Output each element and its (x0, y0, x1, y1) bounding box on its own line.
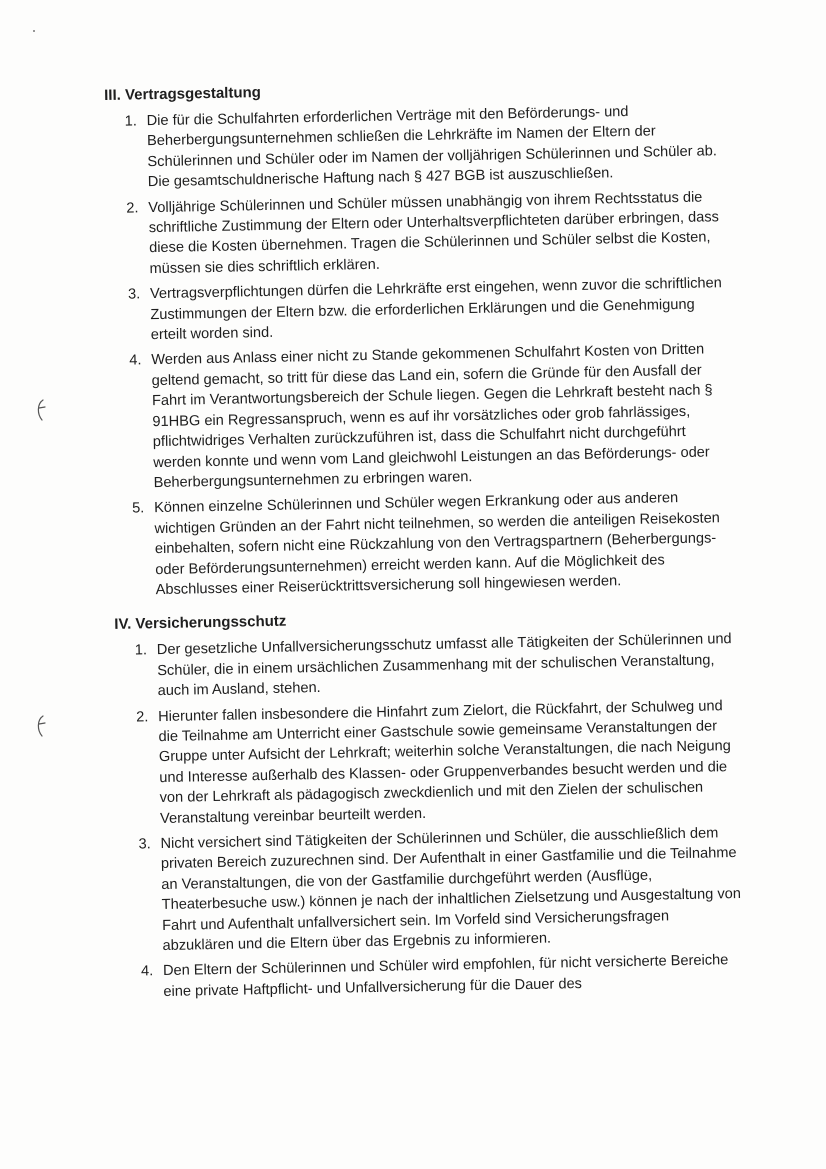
list-item (112, 487, 736, 601)
margin-bracket-mark (34, 398, 48, 424)
list-item (115, 629, 738, 702)
item-text: Volljährige Schülerinnen und Schüler müssen unabhängig von ihrem Rechtsstatus die schriftliche Zustimmung der Eltern oder Unterhaltsverpflichteten darüber erbringen, dass diese die Kosten übernehmen. Tragen die Schülerinnen und Schüler selbst die Kosten, müssen sie dies schriftlich erklären. (148, 189, 720, 278)
list-item (118, 823, 742, 957)
item-number: 3. (127, 286, 141, 303)
item-text: Nicht versichert sind Tätigkeiten der Schülerinnen und Schüler, die ausschließlich dem privaten Bereich zuzurechnen sind. Der Aufenthalt in einer Gastfamilie und die Teilnahme an Veranstaltungen, die von der Gastfamilie durchgeführt werden (Ausflüge, Theaterbesuche usw.) können je nach der inhaltlichen Zielsetzung und Ausgestaltung von Fahrt und Aufenthalt unfallversichert sein. Im Vorfeld sind Versicherungsfragen abzuklären und die Eltern über das Ergebnis zu informieren. (160, 825, 742, 955)
item-text: Vertragsverpflichtungen dürfen die Lehrkräfte erst eingehen, wenn zuvor die schriftlichen Zustimmungen der Eltern bzw. die erforderlichen Erklärungen und die Genehmigung erteilt worden sind. (149, 275, 722, 344)
item-text: Können einzelne Schülerinnen und Schüler wegen Erkrankung oder aus anderen wichtigen Gründen an der Fahrt nicht teilnehmen, so werden die anteiligen Reisekosten einbehalten, sofern nicht eine Rückzahlung von den Vertragspartnern (Beherbergungs- oder Beförderungsunternehmen) erreicht werden kann. Auf die Möglichkeit des Abschlusses einer Reiserücktrittsversicherung soll hingewiesen werden. (153, 490, 720, 599)
list-item (109, 339, 734, 494)
vertragsgestaltung-list (104, 100, 735, 601)
document-body (104, 74, 744, 1008)
item-text: Die für die Schulfahrten erforderlichen Verträge mit den Beförderungs- und Beherbergungsunternehmen schließen die Lehrkräfte im Namen der Eltern der Schülerinnen und Schüler oder im Namen der volljährigen Schülerinnen und Schüler ab. Die gesamtschuldnerische Haftung nach § 427 BGB ist auszuschließen. (146, 103, 718, 191)
list-item (116, 696, 740, 830)
list-item (106, 187, 729, 281)
item-number: 2. (135, 708, 149, 726)
list-item (121, 950, 744, 1003)
item-number: 5. (131, 500, 145, 517)
item-text: Werden aus Anlass einer nicht zu Stande gekommenen Schulfahrt Kosten von Dritten geltend gemacht, so tritt für diese das Land ein, sofern die Gründe für den Ausfall der Fahrt im Verantwortungsbereich der Schule liegen. Gegen die Lehrkraft besteht nach § 91HBG ein Regressanspruch, wenn es auf ihr vorsätzliches oder grob fahrlässiges, pflichtwidriges Verhalten zurückzuführen ist, dass die Schulfahrt nicht durchgeführt werden konnte und wenn vom Land gleichwohl Leistungen an das Beförderungs- oder Beherbergungsunternehmen zu erbringen waren. (151, 341, 713, 492)
list-item (108, 273, 731, 346)
section-heading-vertragsgestaltung: III. Vertragsgestaltung (104, 83, 262, 104)
scan-speck (33, 30, 35, 32)
versicherungsschutz-list (115, 629, 744, 1003)
list-item (104, 100, 727, 194)
item-text: Den Eltern der Schülerinnen und Schüler wird empfohlen, für nicht versicherte Bereiche eine private Haftpflicht- und Unfallversicherung für die Dauer des (162, 952, 729, 1000)
item-number: 2. (126, 199, 139, 217)
item-text: Der gesetzliche Unfallversicherungsschutz umfasst alle Tätigkeiten der Schülerinnen und Schüler, die in einem ursächlichen Zusammenhang mit der schulischen Veranstaltung, auch im Ausland, stehen. (156, 631, 732, 700)
section-heading-versicherungsschutz: IV. Versicherungsschutz (114, 612, 287, 634)
item-number: 1. (134, 642, 148, 659)
item-number: 4. (140, 963, 154, 980)
item-text: Hierunter fallen insbesondere die Hinfahrt zum Zielort, die Rückfahrt, der Schulweg und die Teilnahme am Unterricht einer Gastschule sowie gemeinsame Veranstaltungen der Gruppe unter Aufsicht der Lehrkraft; weiterhin solche Veranstaltungen, die nach Neigung und Interesse außerhalb des Klassen- oder Gruppenverbandes besucht werden und die von der Lehrkraft als pädagogisch zweckdienlich und mit den Zielen der schulischen Veranstaltung vereinbar beurteilt werden. (157, 697, 731, 827)
item-number: 3. (138, 836, 151, 853)
item-number: 4. (129, 352, 142, 370)
item-number: 1. (124, 113, 138, 130)
margin-bracket-mark (34, 714, 48, 740)
